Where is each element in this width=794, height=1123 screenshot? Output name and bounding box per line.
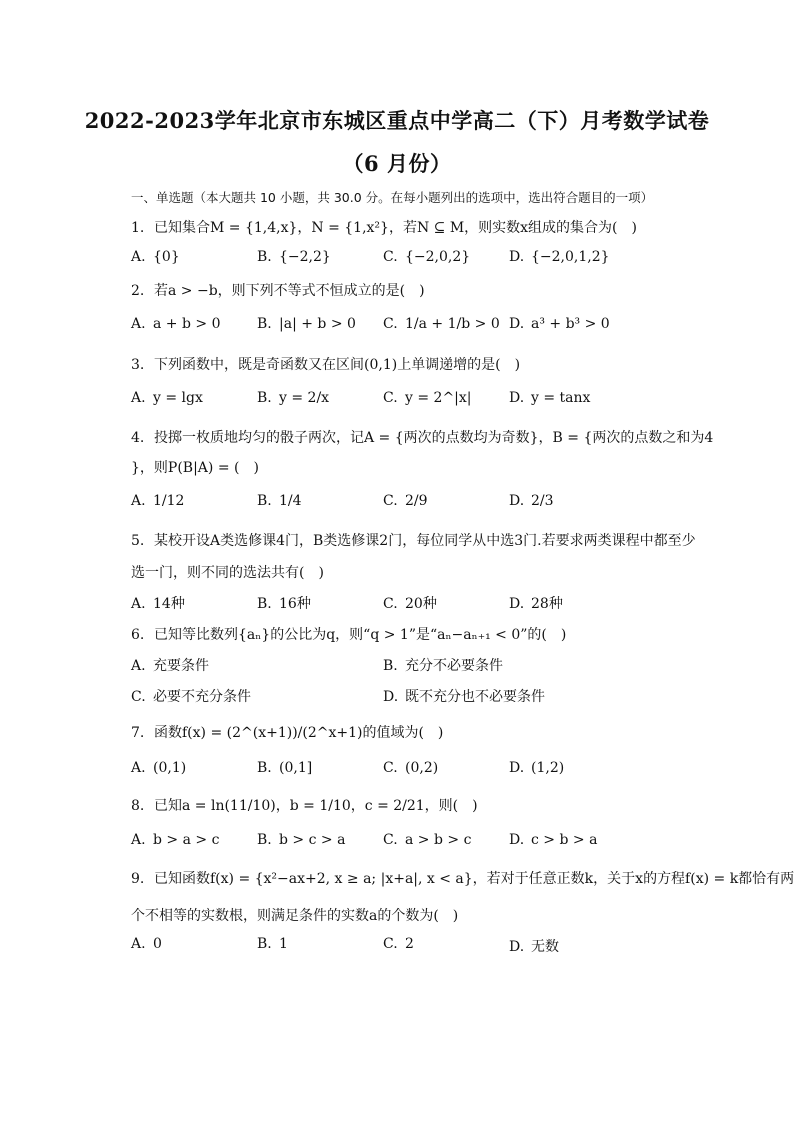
question-text: 某校开设A类选修课4门，B类选修课2门，每位同学从中选3门.若要求两类课程中都至少 — [154, 533, 696, 549]
option-c: C. 必要不充分条件 — [131, 689, 251, 705]
option-c: C. 2 — [383, 936, 414, 952]
question-9 — [131, 868, 794, 888]
option-a: A. 14种 — [131, 596, 185, 612]
question-5-continued: 选一门，则不同的选法共有( ) — [131, 565, 324, 581]
option-a: A. 充要条件 — [131, 658, 209, 674]
question-text: 下列函数中，既是奇函数又在区间(0,1)上单调递增的是( ) — [154, 357, 521, 373]
question-number: 2. — [131, 283, 145, 299]
exam-subtitle: （6 月份） — [342, 151, 452, 176]
question-number: 5. — [131, 533, 145, 549]
option-d: D. 28种 — [509, 596, 563, 612]
option-b: B. b > c > a — [257, 832, 346, 848]
option-b: B. |a| + b > 0 — [257, 316, 356, 332]
question-number: 8. — [131, 798, 145, 814]
option-b: B. 1/4 — [257, 493, 302, 509]
option-c: C. 1/a + 1/b > 0 — [383, 316, 500, 332]
option-b: B. 1 — [257, 936, 288, 952]
option-a: A. y = lgx — [131, 390, 203, 406]
question-text: 若a > −b，则下列不等式不恒成立的是( ) — [154, 283, 425, 299]
option-a: A. 1/12 — [131, 493, 185, 509]
option-d: D. 既不充分也不必要条件 — [383, 689, 545, 705]
option-d: D. a³ + b³ > 0 — [509, 316, 610, 332]
question-4-continued: }，则P(B|A) = ( ) — [131, 460, 259, 476]
option-d: D. {−2,0,1,2} — [509, 249, 610, 265]
option-b: B. 充分不必要条件 — [383, 658, 503, 674]
question-text: 已知a = ln(11/10)，b = 1/10，c = 2/21，则( ) — [154, 798, 478, 814]
question-text: 已知集合M = {1,4,x}，N = {1,x²}，若N ⊆ M，则实数x组成的集合为( ) — [154, 220, 637, 236]
question-4 — [131, 427, 713, 447]
question-number: 3. — [131, 357, 145, 373]
option-d: D. c > b > a — [509, 832, 598, 848]
question-number: 7. — [131, 725, 145, 741]
question-text: 已知函数f(x) = {x²−ax+2, x ≥ a; |x+a|, x < a}，若对于任意正数k，关于x的方程f(x) = k都恰有两 — [154, 871, 794, 887]
option-b: B. 16种 — [257, 596, 311, 612]
section-heading: 一、单选题（本大题共 10 小题，共 30.0 分。在每小题列出的选项中，选出符合题目的一项） — [131, 190, 654, 205]
option-b: B. (0,1] — [257, 760, 313, 776]
question-text: 投掷一枚质地均匀的骰子两次，记A = {两次的点数均为奇数}，B = {两次的点数之和为4 — [154, 430, 714, 446]
option-b: B. {−2,2} — [257, 249, 331, 265]
question-text: 已知等比数列{aₙ}的公比为q，则“q > 1”是“aₙ−aₙ₊₁ < 0”的( ) — [154, 627, 567, 643]
option-a: A. b > a > c — [131, 832, 220, 848]
option-c: C. y = 2^|x| — [383, 390, 472, 406]
option-d: D. (1,2) — [509, 760, 565, 776]
option-d: D. 2/3 — [509, 493, 554, 509]
option-d: D. y = tanx — [509, 390, 591, 406]
option-a: A. 0 — [131, 936, 162, 952]
question-6 — [131, 624, 566, 644]
option-c: C. 2/9 — [383, 493, 428, 509]
question-5 — [131, 530, 696, 550]
question-8 — [131, 795, 478, 815]
question-number: 4. — [131, 430, 145, 446]
option-b: B. y = 2/x — [257, 390, 330, 406]
option-a: A. {0} — [131, 249, 180, 265]
option-d: D. 无数 — [509, 939, 559, 955]
option-c: C. 20种 — [383, 596, 437, 612]
option-c: C. {−2,0,2} — [383, 249, 471, 265]
question-9-continued: 个不相等的实数根，则满足条件的实数a的个数为( ) — [131, 908, 459, 924]
question-number: 9. — [131, 871, 145, 887]
question-number: 1. — [131, 220, 145, 236]
option-a: A. a + b > 0 — [131, 316, 221, 332]
option-a: A. (0,1) — [131, 760, 187, 776]
question-1 — [131, 217, 637, 237]
question-number: 6. — [131, 627, 145, 643]
question-text: 函数f(x) = (2^(x+1))/(2^x+1)的值域为( ) — [154, 725, 444, 741]
exam-title: 2022-2023学年北京市东城区重点中学高二（下）月考数学试卷 — [84, 108, 710, 133]
question-3 — [131, 354, 520, 374]
option-c: C. (0,2) — [383, 760, 439, 776]
question-2 — [131, 280, 425, 300]
option-c: C. a > b > c — [383, 832, 472, 848]
question-7 — [131, 722, 443, 742]
